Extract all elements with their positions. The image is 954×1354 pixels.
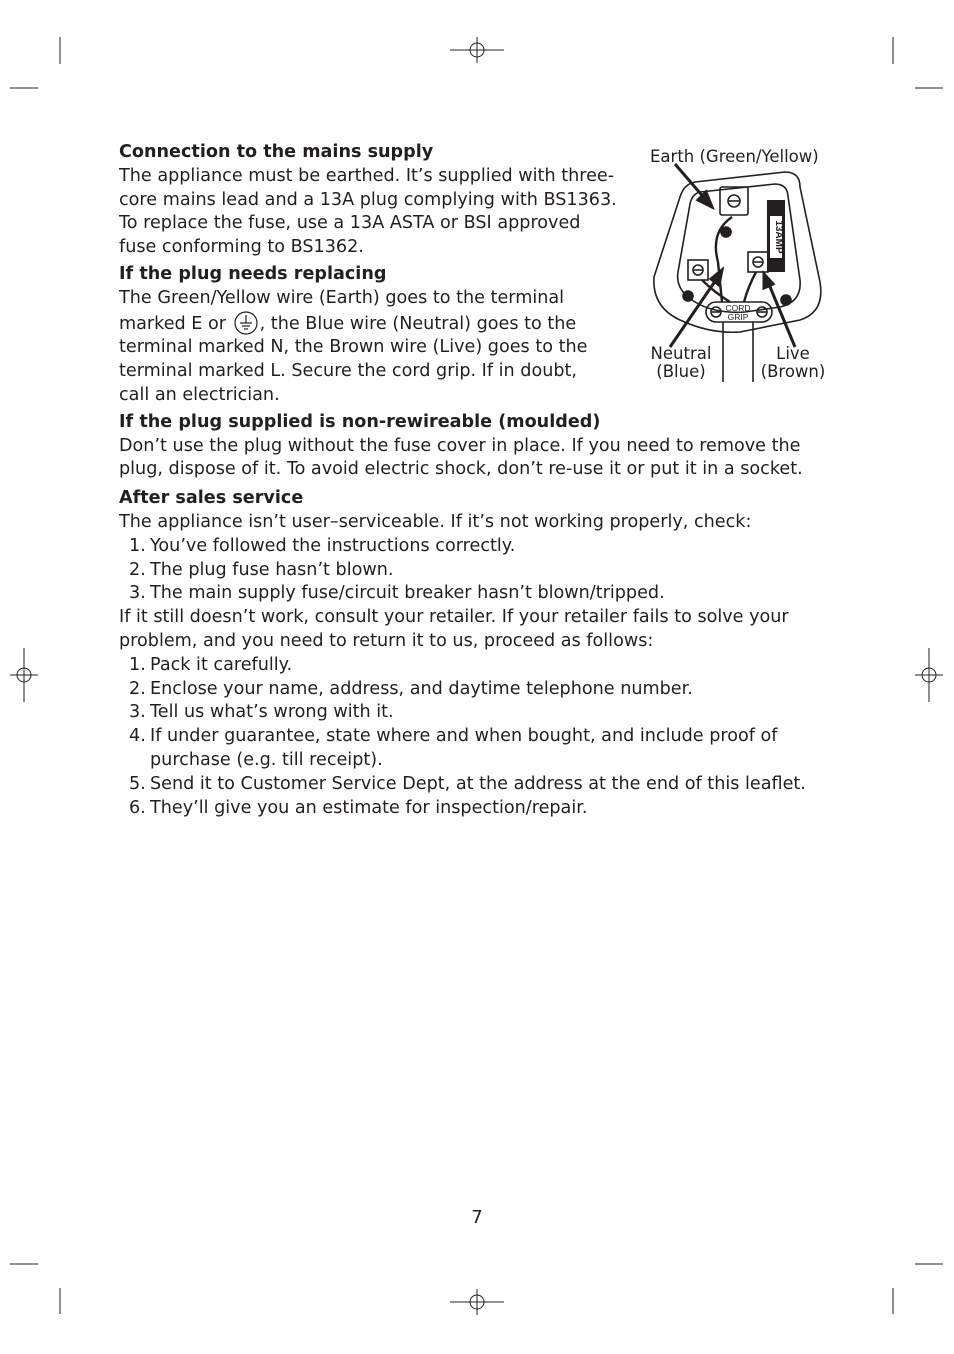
section-heading-mains: Connection to the mains supply	[119, 142, 434, 162]
return-steps-list	[119, 654, 839, 821]
live-label	[760, 345, 826, 381]
followup-line-1: If it still doesn’t work, consult your retailer. If your retailer fails to solve your	[119, 607, 789, 628]
registration-mark-top	[450, 37, 504, 63]
list-number: 1.	[129, 535, 146, 556]
list-item	[119, 725, 840, 773]
list-number: 2.	[129, 678, 146, 699]
registration-mark-right	[915, 648, 943, 702]
section-heading-moulded: If the plug supplied is non-rewireable (moulded)	[119, 411, 601, 432]
list-number: 4.	[129, 726, 146, 747]
neutral-label-line-2: (Blue)	[656, 362, 706, 381]
plug-line-2-start: marked E or	[119, 313, 227, 334]
section-heading-after-sales: After sales service	[119, 488, 304, 509]
neutral-label-line-1: Neutral	[650, 344, 712, 363]
section-heading-plug-replacing: If the plug needs replacing	[119, 263, 387, 284]
list-item	[119, 701, 839, 725]
fuse-label: 13AMP	[773, 220, 784, 254]
plug-line-4: terminal marked L. Secure the cord grip. If in doubt,	[119, 361, 578, 382]
list-text: If under guarantee, state where and when bought, and include proof of purchase (e.g. till receipt).	[150, 726, 778, 770]
list-text: Tell us what’s wrong with it.	[150, 702, 394, 723]
page-number: 7	[471, 1207, 483, 1228]
plug-line-2	[119, 311, 634, 337]
moulded-line-1: Don’t use the plug without the fuse cover in place. If you need to remove the	[119, 435, 801, 456]
list-number: 6.	[129, 797, 146, 818]
list-text: The main supply fuse/circuit breaker hasn’t blown/tripped.	[150, 583, 665, 604]
followup-line-2: problem, and you need to return it to us, proceed as follows:	[119, 630, 654, 651]
list-item	[119, 773, 839, 797]
list-text: You’ve followed the instructions correctly.	[150, 535, 516, 556]
list-number: 5.	[129, 773, 146, 794]
plug-line-3: terminal marked N, the Brown wire (Live) goes to the	[119, 337, 588, 358]
list-number: 3.	[129, 702, 146, 723]
moulded-line-2: plug, dispose of it. To avoid electric shock, don’t re-use it or put it in a socket.	[119, 459, 803, 480]
earth-label: Earth (Green/Yellow)	[650, 147, 819, 166]
plug-line-1: The Green/Yellow wire (Earth) goes to the terminal	[119, 287, 565, 308]
plug-line-5: call an electrician.	[119, 384, 280, 405]
mains-line-2: core mains lead and a 13A plug complying with BS1363.	[119, 189, 617, 210]
mains-line-3: To replace the fuse, use a 13A ASTA or BSI approved	[119, 213, 581, 234]
mains-line-4: fuse conforming to BS1362.	[119, 237, 364, 258]
list-item	[119, 654, 839, 678]
live-label-line-2: (Brown)	[760, 362, 826, 381]
list-text: Send it to Customer Service Dept, at the address at the end of this leaflet.	[150, 773, 806, 794]
list-item	[119, 559, 839, 583]
list-number: 3.	[129, 583, 146, 604]
registration-mark-left	[10, 648, 38, 702]
list-text: Pack it carefully.	[150, 654, 293, 675]
list-item	[119, 797, 839, 821]
plug-line-2-end: , the Blue wire (Neutral) goes to the	[259, 313, 577, 334]
list-item	[119, 582, 839, 606]
plug-wiring-diagram	[640, 142, 840, 387]
list-item	[119, 535, 839, 559]
neutral-label	[650, 345, 712, 381]
list-text: Enclose your name, address, and daytime telephone number.	[150, 678, 693, 699]
check-list	[119, 535, 839, 606]
live-label-line-1: Live	[776, 344, 810, 363]
list-number: 1.	[129, 654, 146, 675]
earth-symbol-icon	[234, 311, 258, 335]
list-item	[119, 678, 839, 702]
list-text: The plug fuse hasn’t blown.	[150, 559, 394, 580]
list-text: They’ll give you an estimate for inspection/repair.	[150, 797, 588, 818]
mains-line-1: The appliance must be earthed. It’s supplied with three-	[119, 165, 615, 186]
after-sales-intro: The appliance isn’t user–serviceable. If it’s not working properly, check:	[119, 511, 752, 532]
cord-grip-label-2: GRIP	[727, 312, 749, 322]
cord-grip-label-1: CORD	[725, 303, 751, 313]
list-number: 2.	[129, 559, 146, 580]
registration-mark-bottom	[450, 1289, 504, 1315]
